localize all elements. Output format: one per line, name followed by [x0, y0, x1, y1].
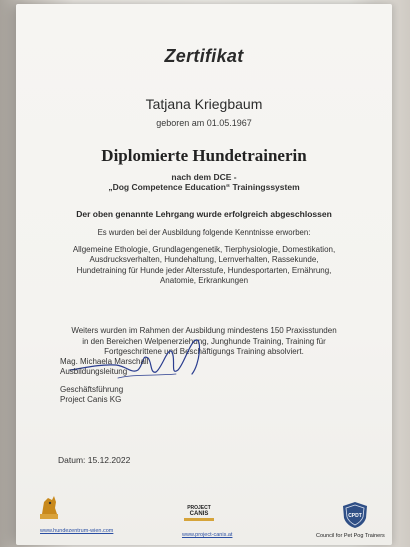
signature-block [60, 357, 260, 417]
skills-line: Allgemeine Ethologie, Grundlagengenetik, Tierphysiologie, Domestikation, [72, 245, 336, 254]
degree-title: Diplomierte Hundetrainerin [101, 146, 307, 165]
completion-statement: Der oben genannte Lehrgang wurde erfolgreich abgeschlossen [76, 209, 332, 219]
hundezentrum-logo-icon [38, 494, 60, 520]
cpdt-caption: Council for Pet Pog Trainers [316, 533, 385, 539]
project-canis-logo [184, 506, 214, 521]
skills-line: Anatomie, Erkrankungen [159, 276, 249, 286]
signer-name: Mag. Michaela Marschall [60, 357, 149, 366]
skills-list [16, 245, 392, 287]
certificate-title: Zertifikat [164, 46, 244, 66]
birth-date: geboren am 01.05.1967 [156, 118, 252, 128]
system-line-2: „Dog Competence Education“ Trainingssystem [108, 182, 300, 192]
issue-date: Datum: 15.12.2022 [58, 455, 131, 465]
skills-line: Hundetraining für Hunde jeder Altersstufe, Hundesportarten, Ernährung, [76, 265, 332, 275]
cpdt-badge-text: CPDT [348, 513, 362, 519]
further-line: Fortgeschrittene und Beschäftigungs Training absolviert. [104, 347, 304, 357]
further-line: Weiters wurden im Rahmen der Ausbildung mindestens 150 Praxisstunden [71, 326, 337, 335]
recipient-name: Tatjana Kriegbaum [145, 96, 263, 112]
management-label: Geschäftsführung [60, 385, 124, 394]
project-canis-logo-line2: CANIS [189, 511, 209, 517]
signer-role: Ausbildungsleitung [60, 367, 128, 376]
hundezentrum-link[interactable]: www.hundezentrum-wien.com [40, 528, 114, 534]
logo-stripe [184, 518, 214, 521]
company-name: Project Canis KG [60, 395, 122, 404]
further-line: in den Bereichen Welpenerziehung, Junghunde Training, Training für [82, 336, 326, 346]
skills-intro: Es wurden bei der Ausbildung folgende Kenntnisse erworben: [97, 228, 311, 237]
certificate-sheet [16, 4, 392, 545]
skills-line: Ausdrucksverhalten, Hundehaltung, Lernverhalten, Rassekunde, [89, 255, 319, 265]
project-canis-logo-line1: PROJECT [187, 505, 211, 511]
project-canis-link[interactable]: www.project-canis.at [182, 532, 233, 538]
system-line-1: nach dem DCE - [171, 172, 237, 182]
